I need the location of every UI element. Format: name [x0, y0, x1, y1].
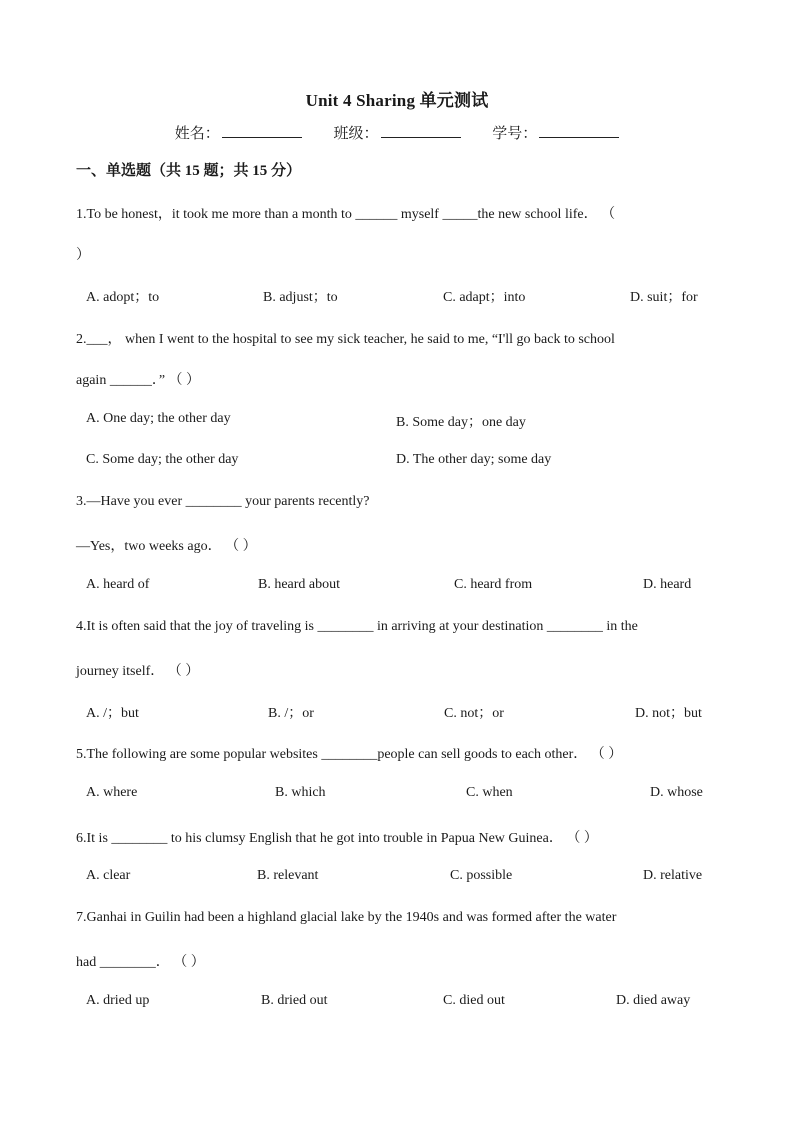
- question-1-text-cont: ）: [76, 248, 90, 263]
- q7-option-a[interactable]: A. dried up: [86, 993, 150, 1008]
- name-label: 姓名：: [174, 126, 220, 142]
- question-4-text-cont: journey itself． （ ）: [76, 664, 200, 679]
- q1-option-a[interactable]: A. adopt；to: [86, 290, 160, 305]
- q3-option-b[interactable]: B. heard about: [258, 577, 341, 592]
- q2-option-b[interactable]: B. Some day；one day: [396, 415, 526, 430]
- q4-option-b[interactable]: B. /；or: [268, 706, 314, 721]
- q5-option-a[interactable]: A. where: [86, 785, 138, 800]
- q1-option-d[interactable]: D. suit；for: [630, 290, 698, 305]
- question-1-text: 1.To be honest，it took me more than a month to ______ myself _____the new school life． （: [76, 207, 616, 222]
- question-7-text: 7.Ganhai in Guilin had been a highland glacial lake by the 1940s and was formed after the water: [76, 910, 617, 925]
- q6-option-b[interactable]: B. relevant: [257, 868, 319, 883]
- question-2-text: 2.___， when I went to the hospital to see my sick teacher, he said to me, “I'll go back to school: [76, 332, 615, 347]
- question-6-text: 6.It is ________ to his clumsy English that he got into trouble in Papua New Guinea． （ ）: [76, 831, 598, 846]
- q7-option-d[interactable]: D. died away: [616, 993, 691, 1008]
- q2-option-a[interactable]: A. One day; the other day: [86, 411, 231, 426]
- number-field: [492, 122, 619, 143]
- q3-option-d[interactable]: D. heard: [643, 577, 692, 592]
- q2-option-c[interactable]: C. Some day; the other day: [86, 452, 239, 467]
- q4-option-a[interactable]: A. /；but: [86, 706, 139, 721]
- q5-option-c[interactable]: C. when: [466, 785, 513, 800]
- q5-option-d[interactable]: D. whose: [650, 785, 703, 800]
- student-info-row: [0, 122, 794, 143]
- q5-option-b[interactable]: B. which: [275, 785, 326, 800]
- q2-option-d[interactable]: D. The other day; some day: [396, 452, 552, 467]
- question-3-text-cont: —Yes，two weeks ago． （ ）: [76, 539, 257, 554]
- q3-option-a[interactable]: A. heard of: [86, 577, 150, 592]
- question-4-text: 4.It is often said that the joy of traveling is ________ in arriving at your destination ________ in the: [76, 619, 638, 634]
- q1-option-b[interactable]: B. adjust；to: [263, 290, 338, 305]
- question-5-text: 5.The following are some popular websites ________people can sell goods to each other． （ ）: [76, 747, 623, 762]
- number-label: 学号：: [492, 126, 538, 142]
- class-field: [333, 122, 460, 143]
- name-field: [175, 122, 302, 143]
- section-title: 一、单选题（共 15 题；共 15 分）: [76, 163, 302, 179]
- q6-option-c[interactable]: C. possible: [450, 868, 513, 883]
- q7-option-b[interactable]: B. dried out: [261, 993, 328, 1008]
- q6-option-d[interactable]: D. relative: [643, 868, 703, 883]
- q4-option-d[interactable]: D. not；but: [635, 706, 702, 721]
- q6-option-a[interactable]: A. clear: [86, 868, 131, 883]
- number-blank[interactable]: [539, 123, 619, 138]
- q4-option-c[interactable]: C. not；or: [444, 706, 504, 721]
- page-title: Unit 4 Sharing 单元测试: [305, 91, 489, 110]
- class-label: 班级：: [333, 126, 379, 142]
- question-7-text-cont: had ________． （ ）: [76, 955, 205, 970]
- question-3-text: 3.—Have you ever ________ your parents recently?: [76, 494, 370, 509]
- q7-option-c[interactable]: C. died out: [443, 993, 505, 1008]
- question-2-text-cont: again ______．” （ ）: [76, 373, 201, 388]
- q3-option-c[interactable]: C. heard from: [454, 577, 533, 592]
- q1-option-c[interactable]: C. adapt；into: [443, 290, 526, 305]
- name-blank[interactable]: [222, 123, 302, 138]
- class-blank[interactable]: [381, 123, 461, 138]
